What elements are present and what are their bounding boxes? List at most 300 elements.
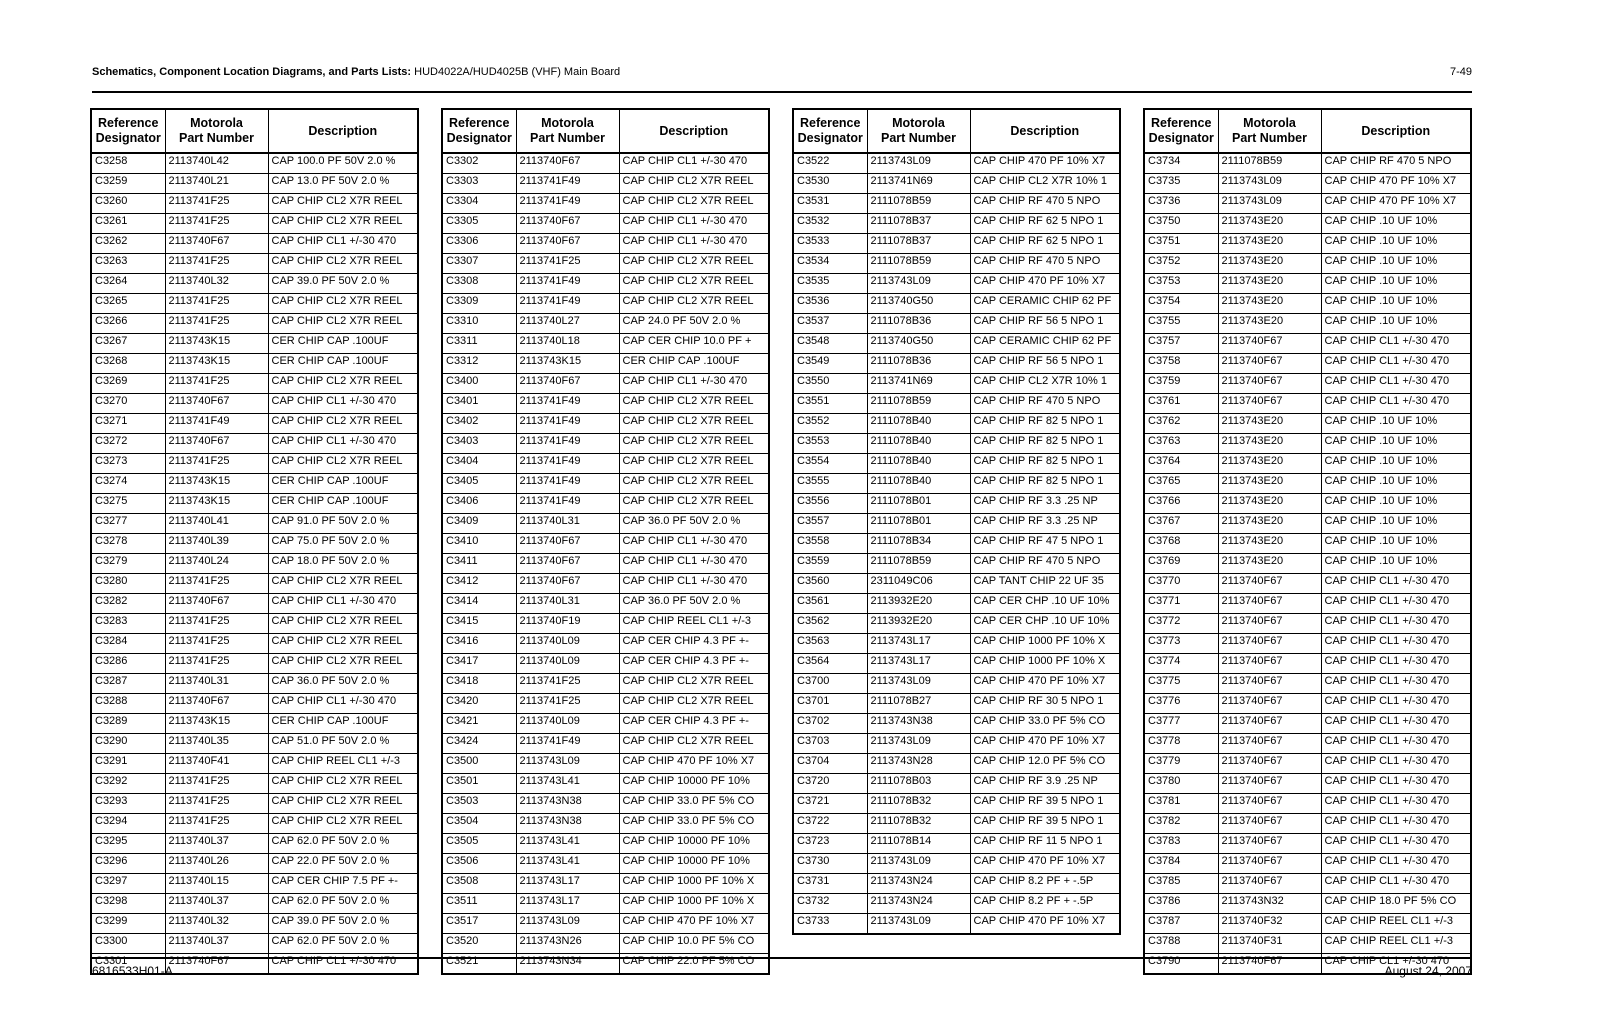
reference-designator-cell: C3768 <box>1144 534 1218 554</box>
reference-designator-cell: C3312 <box>442 354 516 374</box>
reference-designator-cell: C3562 <box>793 614 867 634</box>
table-row <box>442 254 769 274</box>
description-cell: CAP CHIP 470 PF 10% X7 <box>970 153 1120 174</box>
part-number-header-line: Motorola <box>190 116 243 130</box>
part-number-cell: 2113743K15 <box>165 354 268 374</box>
table-row <box>1144 694 1471 714</box>
part-number-cell: 2113740L37 <box>165 894 268 914</box>
table-row <box>793 194 1120 214</box>
description-cell: CAP CHIP REEL CL1 +/-3 <box>1321 934 1471 954</box>
description-cell: CAP CHIP CL2 X7R REEL <box>619 394 769 414</box>
reference-designator-cell: C3558 <box>793 534 867 554</box>
part-number-cell: 2113740L37 <box>165 834 268 854</box>
table-row <box>442 654 769 674</box>
description-cell: CAP CHIP CL2 X7R REEL <box>268 454 418 474</box>
reference-designator-cell: C3780 <box>1144 774 1218 794</box>
part-number-cell: 2113740F67 <box>1218 574 1321 594</box>
description-cell: CAP CHIP .10 UF 10% <box>1321 414 1471 434</box>
table-row <box>442 674 769 694</box>
part-number-cell: 2113740F19 <box>516 614 619 634</box>
part-number-cell: 2113740L09 <box>516 654 619 674</box>
table-row <box>793 914 1120 935</box>
reference-designator-cell: C3289 <box>91 714 165 734</box>
part-number-cell: 2113740F67 <box>1218 374 1321 394</box>
description-cell: CAP CHIP 470 PF 10% X7 <box>970 854 1120 874</box>
description-cell: CAP CERAMIC CHIP 62 PF <box>970 294 1120 314</box>
part-number-cell: 2113741F25 <box>516 674 619 694</box>
description-cell: CAP CHIP CL1 +/-30 470 <box>619 534 769 554</box>
part-number-cell: 2111078B36 <box>867 314 970 334</box>
part-number-cell: 2113740F32 <box>1218 914 1321 934</box>
table-header-row <box>442 109 769 153</box>
part-number-cell: 2113740L24 <box>165 554 268 574</box>
description-cell: CAP CHIP RF 3.3 .25 NP <box>970 514 1120 534</box>
reference-designator-cell: C3290 <box>91 734 165 754</box>
part-number-header <box>165 109 268 153</box>
table-row <box>442 314 769 334</box>
part-number-cell: 2113743E20 <box>1218 494 1321 514</box>
description-cell: CAP CHIP CL2 X7R REEL <box>268 654 418 674</box>
reference-designator-cell: C3298 <box>91 894 165 914</box>
parts-table <box>441 108 770 975</box>
part-number-cell: 2113740F41 <box>165 754 268 774</box>
table-row <box>442 354 769 374</box>
description-cell: CAP CHIP CL1 +/-30 470 <box>1321 794 1471 814</box>
part-number-cell: 2113741F25 <box>516 254 619 274</box>
reference-designator-cell: C3297 <box>91 874 165 894</box>
part-number-cell: 2113743E20 <box>1218 214 1321 234</box>
table-row <box>91 654 418 674</box>
table-row <box>442 554 769 574</box>
reference-designator-cell: C3258 <box>91 153 165 174</box>
part-number-cell: 2113743K15 <box>516 354 619 374</box>
table-row <box>91 854 418 874</box>
table-row <box>442 514 769 534</box>
description-cell: CAP CHIP CL1 +/-30 470 <box>1321 654 1471 674</box>
reference-designator-cell: C3701 <box>793 694 867 714</box>
table-row <box>91 634 418 654</box>
reference-designator-cell: C3306 <box>442 234 516 254</box>
description-cell: CAP CER CHIP 4.3 PF +- <box>619 634 769 654</box>
table-row <box>442 714 769 734</box>
reference-designator-cell: C3776 <box>1144 694 1218 714</box>
description-cell: CAP CHIP CL1 +/-30 470 <box>1321 874 1471 894</box>
description-header: Description <box>268 109 418 153</box>
reference-designator-cell: C3559 <box>793 554 867 574</box>
reference-designator-cell: C3421 <box>442 714 516 734</box>
table-row <box>1144 394 1471 414</box>
part-number-cell: 2113740F67 <box>1218 694 1321 714</box>
part-number-cell: 2113743E20 <box>1218 554 1321 574</box>
reference-designator-cell: C3531 <box>793 194 867 214</box>
description-cell: CAP TANT CHIP 22 UF 35 <box>970 574 1120 594</box>
description-cell: CAP CHIP RF 56 5 NPO 1 <box>970 354 1120 374</box>
reference-designator-cell: C3296 <box>91 854 165 874</box>
table-row <box>1144 934 1471 954</box>
part-number-cell: 2113740L27 <box>516 314 619 334</box>
part-number-cell: 2113741F49 <box>516 734 619 754</box>
table-row <box>793 754 1120 774</box>
reference-designator-cell: C3299 <box>91 914 165 934</box>
description-cell: CAP CHIP RF 39 5 NPO 1 <box>970 794 1120 814</box>
part-number-cell: 2113743E20 <box>1218 534 1321 554</box>
reference-designator-cell: C3292 <box>91 774 165 794</box>
reference-designator-cell: C3787 <box>1144 914 1218 934</box>
parts-table <box>1143 108 1472 975</box>
reference-designator-cell: C3503 <box>442 794 516 814</box>
part-number-cell: 2113741F49 <box>516 454 619 474</box>
reference-designator-cell: C3294 <box>91 814 165 834</box>
page-footer <box>92 964 1472 978</box>
description-cell: CAP CHIP CL2 X7R 10% 1 <box>970 174 1120 194</box>
description-cell: CAP CER CHIP 7.5 PF +- <box>268 874 418 894</box>
reference-designator-header-line: Designator <box>95 131 161 145</box>
reference-designator-cell: C3521 <box>442 954 516 975</box>
description-cell: CAP CHIP CL1 +/-30 470 <box>619 374 769 394</box>
reference-designator-cell: C3535 <box>793 274 867 294</box>
part-number-cell: 2113743L09 <box>867 674 970 694</box>
part-number-cell: 2113740L32 <box>165 914 268 934</box>
description-cell: CAP 39.0 PF 50V 2.0 % <box>268 274 418 294</box>
table-row <box>442 214 769 234</box>
table-row <box>442 153 769 174</box>
part-number-cell: 2113743K15 <box>165 714 268 734</box>
description-cell: CAP CHIP 33.0 PF 5% CO <box>970 714 1120 734</box>
part-number-cell: 2113740F67 <box>1218 794 1321 814</box>
table-row <box>793 634 1120 654</box>
table-row <box>91 734 418 754</box>
reference-designator-cell: C3406 <box>442 494 516 514</box>
description-cell: CAP CHIP CL1 +/-30 470 <box>1321 694 1471 714</box>
description-cell: CAP CER CHP .10 UF 10% <box>970 614 1120 634</box>
part-number-cell: 2113741F25 <box>165 634 268 654</box>
part-number-header-line: Motorola <box>892 116 945 130</box>
part-number-cell: 2113743E20 <box>1218 514 1321 534</box>
part-number-cell: 2113743E20 <box>1218 414 1321 434</box>
table-row <box>91 214 418 234</box>
part-number-cell: 2113743L17 <box>867 634 970 654</box>
part-number-cell: 2113743L17 <box>516 874 619 894</box>
table-row <box>442 474 769 494</box>
description-cell: CAP CHIP CL2 X7R REEL <box>268 294 418 314</box>
description-cell: CAP CER CHIP 4.3 PF +- <box>619 714 769 734</box>
part-number-cell: 2113740F67 <box>516 153 619 174</box>
table-row <box>793 434 1120 454</box>
reference-designator-header-line: Reference <box>98 116 159 130</box>
table-row <box>442 934 769 954</box>
reference-designator-cell: C3305 <box>442 214 516 234</box>
description-cell: CAP CHIP CL1 +/-30 470 <box>619 234 769 254</box>
table-row <box>1144 794 1471 814</box>
reference-designator-cell: C3511 <box>442 894 516 914</box>
description-cell: CAP CHIP CL1 +/-30 470 <box>1321 674 1471 694</box>
part-number-cell: 2113740F67 <box>165 594 268 614</box>
description-cell: CAP CHIP RF 62 5 NPO 1 <box>970 214 1120 234</box>
reference-designator-cell: C3702 <box>793 714 867 734</box>
table-row <box>91 594 418 614</box>
reference-designator-cell: C3277 <box>91 514 165 534</box>
table-row <box>1144 454 1471 474</box>
table-row <box>793 334 1120 354</box>
reference-designator-cell: C3414 <box>442 594 516 614</box>
part-number-cell: 2113741F25 <box>165 774 268 794</box>
table-row <box>91 454 418 474</box>
part-number-cell: 2113743E20 <box>1218 454 1321 474</box>
description-cell: CAP CHIP CL2 X7R REEL <box>268 794 418 814</box>
table-row <box>91 314 418 334</box>
part-number-cell: 2113741F25 <box>165 374 268 394</box>
description-cell: CAP CHIP CL1 +/-30 470 <box>1321 614 1471 634</box>
description-cell: CAP CHIP .10 UF 10% <box>1321 234 1471 254</box>
description-cell: CAP CHIP RF 470 5 NPO <box>970 194 1120 214</box>
description-header: Description <box>619 109 769 153</box>
part-number-cell: 2113743N38 <box>516 794 619 814</box>
part-number-cell: 2113741F49 <box>516 394 619 414</box>
reference-designator-cell: C3301 <box>91 954 165 975</box>
reference-designator-cell: C3262 <box>91 234 165 254</box>
table-row <box>442 754 769 774</box>
description-cell: CAP CHIP CL1 +/-30 470 <box>268 234 418 254</box>
table-row <box>91 554 418 574</box>
reference-designator-cell: C3409 <box>442 514 516 534</box>
table-row <box>1144 754 1471 774</box>
reference-designator-cell: C3517 <box>442 914 516 934</box>
description-cell: CAP CHIP CL1 +/-30 470 <box>1321 354 1471 374</box>
part-number-cell: 2113740L31 <box>165 674 268 694</box>
reference-designator-cell: C3532 <box>793 214 867 234</box>
description-cell: CAP CHIP RF 47 5 NPO 1 <box>970 534 1120 554</box>
table-row <box>442 834 769 854</box>
reference-designator-cell: C3759 <box>1144 374 1218 394</box>
part-number-cell: 2113740F67 <box>516 374 619 394</box>
description-cell: CAP CHIP CL2 X7R REEL <box>619 494 769 514</box>
reference-designator-cell: C3779 <box>1144 754 1218 774</box>
part-number-cell: 2113740L15 <box>165 874 268 894</box>
description-cell: CAP CHIP RF 39 5 NPO 1 <box>970 814 1120 834</box>
reference-designator-cell: C3775 <box>1144 674 1218 694</box>
reference-designator-cell: C3730 <box>793 854 867 874</box>
table-row <box>793 774 1120 794</box>
part-number-cell: 2113740L42 <box>165 153 268 174</box>
table-row <box>1144 554 1471 574</box>
part-number-cell: 2113743L09 <box>867 854 970 874</box>
description-cell: CAP CHIP CL2 X7R REEL <box>268 374 418 394</box>
description-cell: CAP CHIP .10 UF 10% <box>1321 434 1471 454</box>
reference-designator-cell: C3415 <box>442 614 516 634</box>
description-cell: CAP CHIP 10000 PF 10% <box>619 854 769 874</box>
part-number-cell: 2113740F67 <box>1218 634 1321 654</box>
description-cell: CAP 75.0 PF 50V 2.0 % <box>268 534 418 554</box>
description-cell: CAP CHIP CL1 +/-30 470 <box>268 394 418 414</box>
reference-designator-cell: C3264 <box>91 274 165 294</box>
reference-designator-cell: C3720 <box>793 774 867 794</box>
table-row <box>442 874 769 894</box>
table-row <box>442 814 769 834</box>
table-header-row <box>91 109 418 153</box>
description-cell: CAP CHIP RF 11 5 NPO 1 <box>970 834 1120 854</box>
description-cell: CAP CHIP CL2 X7R REEL <box>619 454 769 474</box>
reference-designator-cell: C3283 <box>91 614 165 634</box>
table-row <box>1144 474 1471 494</box>
description-cell: CAP CHIP RF 56 5 NPO 1 <box>970 314 1120 334</box>
description-cell: CAP CHIP REEL CL1 +/-3 <box>1321 914 1471 934</box>
reference-designator-cell: C3284 <box>91 634 165 654</box>
reference-designator-cell: C3303 <box>442 174 516 194</box>
table-row <box>793 554 1120 574</box>
reference-designator-cell: C3755 <box>1144 314 1218 334</box>
part-number-cell: 2113743L09 <box>867 914 970 935</box>
table-row <box>1144 774 1471 794</box>
table-row <box>91 153 418 174</box>
reference-designator-cell: C3769 <box>1144 554 1218 574</box>
part-number-header-line: Part Number <box>178 131 255 145</box>
description-cell: CAP 62.0 PF 50V 2.0 % <box>268 934 418 954</box>
table-row <box>1144 234 1471 254</box>
reference-designator-cell: C3411 <box>442 554 516 574</box>
reference-designator-cell: C3311 <box>442 334 516 354</box>
table-row <box>91 354 418 374</box>
table-row <box>793 314 1120 334</box>
reference-designator-header-line: Designator <box>797 131 863 145</box>
reference-designator-cell: C3758 <box>1144 354 1218 374</box>
description-cell: CAP CHIP CL1 +/-30 470 <box>1321 954 1471 975</box>
description-cell: CAP CHIP CL1 +/-30 470 <box>619 574 769 594</box>
reference-designator-cell: C3420 <box>442 694 516 714</box>
part-number-cell: 2113743N38 <box>516 814 619 834</box>
reference-designator-cell: C3424 <box>442 734 516 754</box>
table-row <box>1144 153 1471 174</box>
reference-designator-cell: C3302 <box>442 153 516 174</box>
part-number-cell: 2113740F67 <box>516 214 619 234</box>
table-row <box>442 294 769 314</box>
table-row <box>442 914 769 934</box>
header-title-rest: HUD4022A/HUD4025B (VHF) Main Board <box>411 66 621 78</box>
reference-designator-cell: C3733 <box>793 914 867 935</box>
part-number-cell: 2113740L09 <box>516 714 619 734</box>
reference-designator-cell: C3731 <box>793 874 867 894</box>
description-cell: CER CHIP CAP .100UF <box>268 714 418 734</box>
table-row <box>1144 594 1471 614</box>
reference-designator-cell: C3501 <box>442 774 516 794</box>
table-row <box>793 814 1120 834</box>
description-cell: CAP CHIP CL1 +/-30 470 <box>268 594 418 614</box>
table-row <box>442 414 769 434</box>
reference-designator-cell: C3751 <box>1144 234 1218 254</box>
table-row <box>1144 894 1471 914</box>
reference-designator-cell: C3536 <box>793 294 867 314</box>
table-row <box>1144 314 1471 334</box>
description-cell: CAP CHIP CL2 X7R REEL <box>619 414 769 434</box>
description-cell: CAP 36.0 PF 50V 2.0 % <box>619 594 769 614</box>
table-row <box>442 734 769 754</box>
doc-number: 6816533H01-A <box>92 964 173 978</box>
table-row <box>1144 414 1471 434</box>
part-number-cell: 2113740F67 <box>516 234 619 254</box>
description-cell: CAP CHIP 22.0 PF 5% CO <box>619 954 769 975</box>
part-number-cell: 2113741N69 <box>867 174 970 194</box>
description-cell: CAP CHIP .10 UF 10% <box>1321 274 1471 294</box>
reference-designator-cell: C3555 <box>793 474 867 494</box>
part-number-cell: 2113743L41 <box>516 774 619 794</box>
part-number-cell: 2113740F67 <box>165 954 268 975</box>
reference-designator-cell: C3750 <box>1144 214 1218 234</box>
table-row <box>793 714 1120 734</box>
header-rule <box>92 91 1472 93</box>
table-row <box>793 394 1120 414</box>
reference-designator-cell: C3765 <box>1144 474 1218 494</box>
table-row <box>442 614 769 634</box>
part-number-cell: 2113740F31 <box>1218 934 1321 954</box>
reference-designator-cell: C3534 <box>793 254 867 274</box>
part-number-cell: 2113743K15 <box>165 494 268 514</box>
part-number-cell: 2113741F25 <box>165 454 268 474</box>
reference-designator-cell: C3767 <box>1144 514 1218 534</box>
footer-rule <box>92 957 1472 959</box>
description-cell: CAP CHIP CL1 +/-30 470 <box>1321 594 1471 614</box>
part-number-cell: 2113741F25 <box>165 654 268 674</box>
table-row <box>442 594 769 614</box>
reference-designator-cell: C3550 <box>793 374 867 394</box>
reference-designator-cell: C3757 <box>1144 334 1218 354</box>
description-cell: CAP CHIP CL1 +/-30 470 <box>1321 854 1471 874</box>
reference-designator-cell: C3308 <box>442 274 516 294</box>
table-row <box>1144 494 1471 514</box>
table-row <box>1144 714 1471 734</box>
part-number-cell: 2113740F67 <box>165 694 268 714</box>
part-number-cell: 2111078B32 <box>867 794 970 814</box>
table-row <box>1144 574 1471 594</box>
description-cell: CAP CER CHIP 4.3 PF +- <box>619 654 769 674</box>
description-cell: CAP CHIP 470 PF 10% X7 <box>1321 194 1471 214</box>
table-row <box>1144 834 1471 854</box>
table-row <box>1144 854 1471 874</box>
reference-designator-cell: C3287 <box>91 674 165 694</box>
reference-designator-cell: C3300 <box>91 934 165 954</box>
table-row <box>442 574 769 594</box>
description-cell: CAP CHIP CL2 X7R REEL <box>268 774 418 794</box>
table-row <box>442 774 769 794</box>
part-number-header-line: Motorola <box>541 116 594 130</box>
description-cell: CAP CHIP CL2 X7R REEL <box>619 274 769 294</box>
table-row <box>91 174 418 194</box>
reference-designator-cell: C3722 <box>793 814 867 834</box>
reference-designator-cell: C3784 <box>1144 854 1218 874</box>
reference-designator-cell: C3418 <box>442 674 516 694</box>
description-cell: CAP 36.0 PF 50V 2.0 % <box>268 674 418 694</box>
reference-designator-cell: C3557 <box>793 514 867 534</box>
part-number-cell: 2111078B36 <box>867 354 970 374</box>
reference-designator-cell: C3278 <box>91 534 165 554</box>
reference-designator-cell: C3549 <box>793 354 867 374</box>
table-row <box>1144 174 1471 194</box>
part-number-cell: 2113740F67 <box>516 554 619 574</box>
part-number-cell: 2113740F67 <box>1218 614 1321 634</box>
description-cell: CAP CHIP 18.0 PF 5% CO <box>1321 894 1471 914</box>
description-cell: CAP CHIP .10 UF 10% <box>1321 454 1471 474</box>
description-cell: CAP CHIP 10000 PF 10% <box>619 834 769 854</box>
part-number-cell: 2113741F25 <box>165 574 268 594</box>
reference-designator-cell: C3520 <box>442 934 516 954</box>
description-cell: CAP CHIP CL2 X7R REEL <box>619 674 769 694</box>
reference-designator-cell: C3506 <box>442 854 516 874</box>
reference-designator-cell: C3761 <box>1144 394 1218 414</box>
part-number-cell: 2111078B37 <box>867 234 970 254</box>
reference-designator-header-line: Designator <box>446 131 512 145</box>
part-number-cell: 2111078B59 <box>867 254 970 274</box>
reference-designator-cell: C3554 <box>793 454 867 474</box>
part-number-cell: 2113741F25 <box>516 694 619 714</box>
reference-designator-cell: C3778 <box>1144 734 1218 754</box>
